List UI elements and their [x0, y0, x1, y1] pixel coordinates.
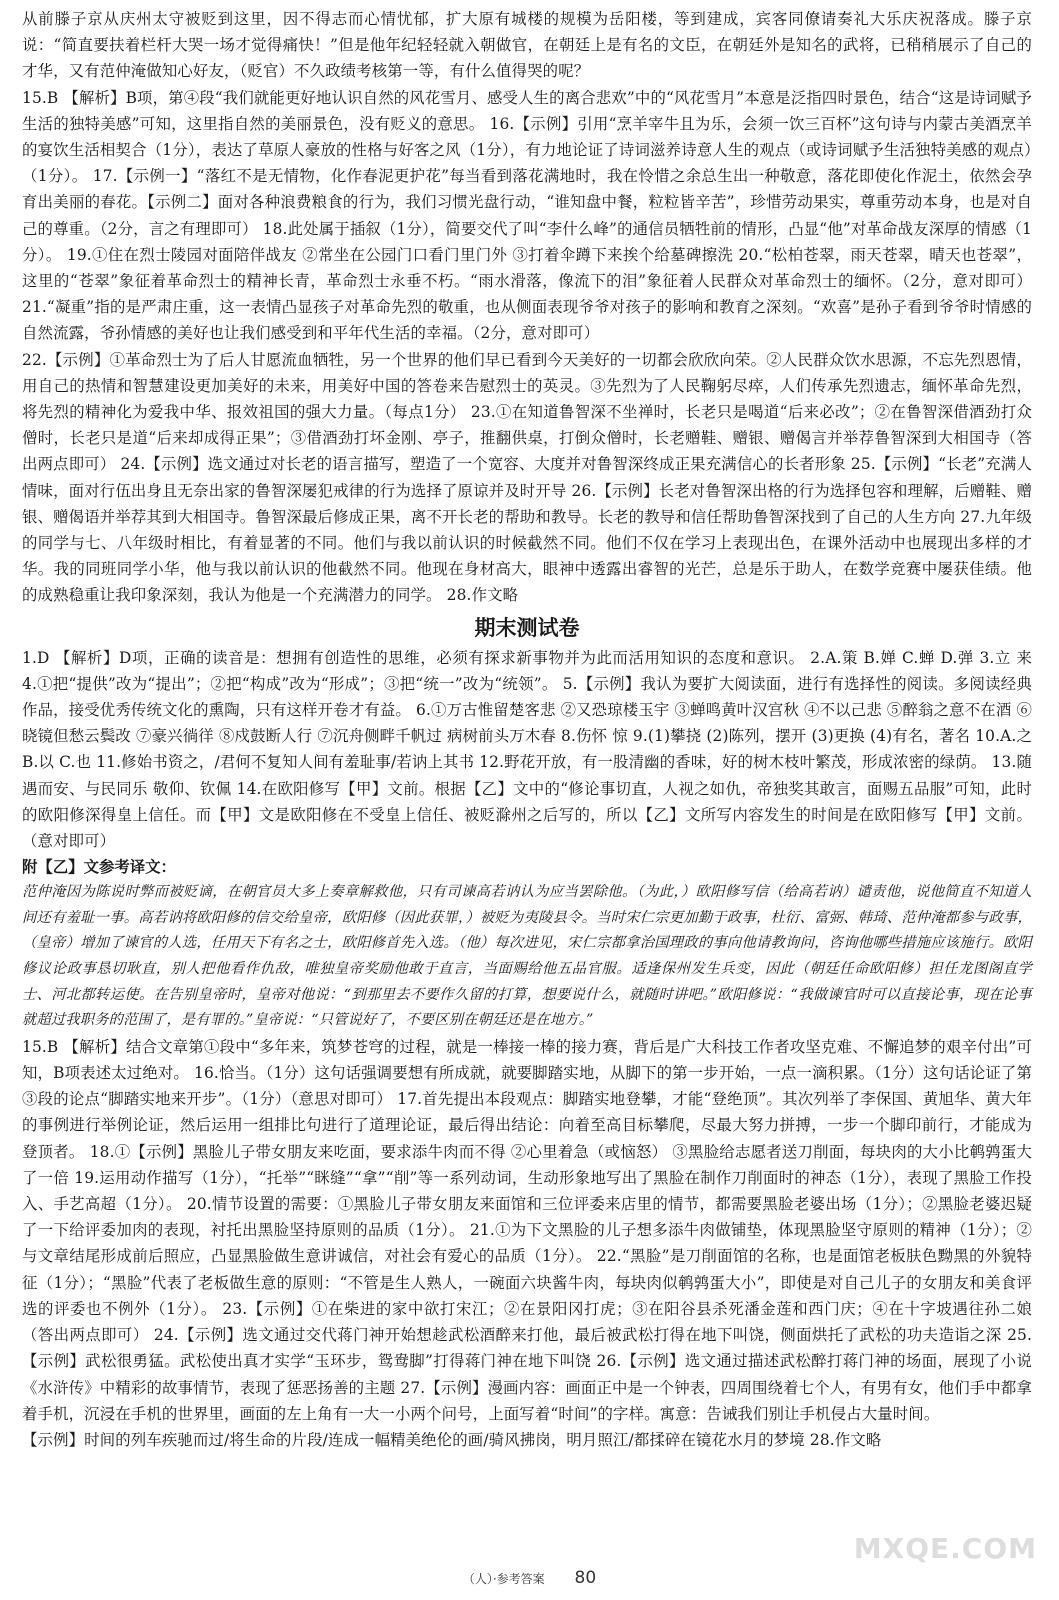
- appendix-title: 附【乙】文参考译文：: [22, 858, 176, 877]
- page-number: 80: [574, 1568, 597, 1588]
- paragraph-answers-15-21: 15.B 【解析】B项，第④段“我们就能更好地认识自然的风花雪月、感受人生的离合悲欢”中的“风花雪月”本意是泛指四时景色，结合“这是诗词赋予生活的独特美感”可知，这里指自然的美丽景色，没有贬义的意思。 16.【示例】引用“烹羊宰牛且为乐，会须一饮三百杯”这句诗与内蒙古美酒烹羊的宴饮生活相契合（1分），表达了草原人豪放的性格与好客之风（1分），有力地论证了诗词滋养诗意人生的观点（或诗词赋予生活独特美感的观点）（1分）。 17.【示例一】“落红不是无情物，化作春泥更护花”每当看到落花满地时，我在怜惜之余总生出一种敬意，落花即使化作泥土，依然会孕育出美丽的春花。【示例二】面对各种浪费粮食的行为，我们习惯光盘行动，“谁知盘中餐，粒粒皆辛苦”，珍惜劳动果实，尊重劳动本身，也是对自己的尊重。（2分，言之有理即可） 18.此处属于插叙（1分），简要交代了叫“李什么峰”的通信员牺牲前的情形，凸显“他”对革命战友深厚的情感（1分）。 19.①住在烈士陵园对面陪伴战友 ②常坐在公园门口看门里门外 ③打着伞蹲下来挨个给墓碑擦洗 20.“松柏苍翠，雨天苍翠，晴天也苍翠”，这里的“苍翠”象征着革命烈士的精神长青，革命烈士永垂不朽。“雨水滑落，像流下的泪”象征着人民群众对革命烈士的缅怀。（2分，意对即可） 21.“凝重”指的是严肃庄重，这一表情凸显孩子对革命先烈的敬重，也从侧面表现爷爷对孩子的影响和教育之深刻。“欢喜”是孙子看到爷爷时情感的自然流露，爷孙情感的美好也让我们感受到和平年代生活的幸福。（2分，意对即可）: [22, 88, 1032, 343]
- watermark-logo: MXQE.COM: [853, 1532, 1037, 1565]
- answer-key-page: [22, 6, 1032, 1453]
- paragraph-translation-end: 从前滕子京从庆州太守被贬到这里，因不得志而心情忧郁，扩大原有城楼的规模为岳阳楼，等到建成，宾客同僚请奏礼大乐庆祝落成。滕子京说：“简直要扶着栏杆大哭一场才觉得痛快！”但是他年纪轻轻就入朝做官，在朝廷上是有名的文臣，在朝廷外是知名的武将，已稍稍展示了自己的才华，又有范仲淹做知心好友，（贬官）不久政绩考核第一等，有什么值得哭的呢？: [22, 10, 1032, 81]
- paragraph-final-answers-1-14: 1.D 【解析】D项，正确的读音是：想拥有创造性的思维，必须有探求新事物并为此而活用知识的态度和意识。 2.A.策 B.婵 C.蝉 D.弹 3.立 来 4.①把“提供”改为“提出”；②把“构成”改为“形成”；③把“统一”改为“统领”。 5.【示例】我认为要扩大阅读面，进行有选择性的阅读。多阅读经典作品，接受优秀传统文化的熏陶，只有这样开卷才有益。 6.①万古惟留楚客悲 ②又恐琼楼玉宇 ③蝉鸣黄叶汉宫秋 ④不以己悲 ⑤醉翁之意不在酒 ⑥晓镜但愁云鬓改 ⑦豪兴徜徉 ⑧戍鼓断人行 ⑦沉舟侧畔千帆过 病树前头万木春 8.伤怀 惊 9.(1)攀挠 (2)陈列，摆开 (3)更换 (4)有名，著名 10.A.之 B.以 C.也 11.修始书资之，/君何不复知人间有羞耻事/若讷上其书 12.野花开放，有一股清幽的香味，好的树木枝叶繁茂，形成浓密的绿荫。 13.随遇而安、与民同乐 敬仰、钦佩 14.在欧阳修写【甲】文前。根据【乙】文中的“修论事切直，人视之如仇，帝独奖其敢言，面赐五品服”可知，此时的欧阳修深得皇上信任。而【甲】文是欧阳修在不受皇上信任、被贬滁州之后写的，所以【乙】文所写内容发生的时间是在欧阳修写【甲】文前。（意对即可）: [22, 648, 1032, 851]
- paragraph-final-answers-15-27: 15.B 【解析】结合文章第①段中“多年来，筑梦苍穹的过程，就是一棒接一棒的接力赛，背后是广大科技工作者攻坚克难、不懈追梦的艰辛付出”可知，B项表述太过绝对。 16.恰当。（1分）这句话强调要想有所成就，就要脚踏实地，从脚下的第一步开始，一点一滴积累。（1分）这句话论证了第③段的论点“脚踏实地来开步”。（1分）（意思对即可） 17.首先提出本段观点：脚踏实地登攀，才能“登绝顶”。其次列举了李保国、黄旭华、黄大年的事例进行举例论证，然后运用一组排比句进行了道理论证，最后得出结论：向着至高目标攀爬，尽最大努力拼搏，一步一个脚印前行，才能成为登顶者。 18.①【示例】黑脸儿子带女朋友来吃面，要求添牛肉而不得 ②心里着急（或恼怒） ③黑脸给志愿者送刀削面，每块肉的大小比鹌鹑蛋大了一倍 19.运用动作描写（1分），“托举”“眯缝”“拿”“削”等一系列动词，生动形象地写出了黑脸在制作刀削面时的神态（1分），表现了黑脸工作投入、手艺高超（1分）。 20.情节设置的需要：①黑脸儿子带女朋友来面馆和三位评委来店里的情节，都需要黑脸老婆出场（1分）；②黑脸老婆迟疑了一下给评委加肉的表现，衬托出黑脸坚持原则的品质（1分）。 21.①为下文黑脸的儿子想多添牛肉做铺垫，体现黑脸坚守原则的精神（1分）；②与文章结尾形成前后照应，凸显黑脸做生意讲诚信，对社会有爱心的品质（1分）。 22.“黑脸”是刀削面馆的名称，也是面馆老板肤色黝黑的外貌特征（1分）；“黑脸”代表了老板做生意的原则：“不管是生人熟人，一碗面六块酱牛肉，每块肉似鹌鹑蛋大小”，即使是对自己儿子的女朋友和美食评选的评委也不例外（1分）。 23.【示例】①在柴进的家中欲打宋江；②在景阳冈打虎；③在阳谷县杀死潘金莲和西门庆；④在十字坡遇往孙二娘（答出两点即可） 24.【示例】选文通过交代蒋门神开始想趁武松酒醉来打他，最后被武松打得在地下叫饶，侧面烘托了武松的功夫造诣之深 25.【示例】武松很勇猛。武松使出真才实学“玉环步，鸳鸯脚”打得蒋门神在地下叫饶 26.【示例】选文通过描述武松醉打蒋门神的场面，展现了小说《水浒传》中精彩的故事情节，表现了惩恶扬善的主题 27.【示例】漫画内容：画面正中是一个钟表，四周围绕着七个人，有男有女，他们手中都拿着手机，沉浸在手机的世界里，画面的左上角有一大一小两个问号，上面写着“时间”的字样。寓意：告诫我们别让手机侵占大量时间。: [22, 1037, 1032, 1423]
- section-title: 期末测试卷: [474, 615, 580, 640]
- page-footer: [0, 1568, 1059, 1588]
- footer-label: （人）·参考答案: [462, 1572, 545, 1586]
- paragraph-poem-example: 【示例】时间的列车疾驰而过/将生命的片段/连成一幅精美绝伦的画/骑风拂岗，明月照江/都揉碎在镜花水月的梦境 28.作文略: [22, 1430, 882, 1449]
- appendix-translation: 范仲淹因为陈说时弊而被贬谪，在朝官员大多上奏章解救他，只有司谏高若讷认为应当罢除他。（为此，）欧阳修写信（给高若讷）谴责他，说他简直不知道人间还有羞耻一事。高若讷将欧阳修的信交给皇帝，欧阳修（因此获罪，）被贬为夷陵县令。当时宋仁宗更加勤于政事，杜衍、富弼、韩琦、范仲淹都参与政事，（皇帝）增加了谏官的人选，任用天下有名之士，欧阳修首先入选。（他）每次进见，宋仁宗都拿治国理政的事向他请教询问，咨询他哪些措施应该施行。欧阳修议论政事恳切耿直，别人把他看作仇敌，唯独皇帝奖励他敢于直言，当面赐给他五品官服。适逢保州发生兵变，因此（朝廷任命欧阳修）担任龙图阁直学士、河北都转运使。在告别皇帝时，皇帝对他说：“到那里去不要作久留的打算，想要说什么，就随时讲吧。”欧阳修说：“我做谏官时可以直接论事，现在论事就超过我职务的范围了，是有罪的。”皇帝说：“只管说好了，不要区别在朝廷还是在地方。”: [22, 884, 1032, 1029]
- paragraph-answers-22-28: 22.【示例】①革命烈士为了后人甘愿流血牺牲，另一个世界的他们早已看到今天美好的一切都会欣欣向荣。②人民群众饮水思源，不忘先烈恩情，用自己的热情和智慧建设更加美好的未来，用美好中国的答卷来告慰烈士的英灵。③先烈为了人民鞠躬尽瘁，人们传承先烈遗志，缅怀革命先烈，将先烈的精神化为爱我中华、报效祖国的强大力量。（每点1分） 23.①在知道鲁智深不坐禅时，长老只是喝道“后来必改”；②在鲁智深借酒劲打众僧时，长老只是道“后来却成得正果”；③借酒劲打坏金刚、亭子，推翻供桌，打倒众僧时，长老赠鞋、赠银、赠偈言并举荐鲁智深到大相国寺（答出两点即可） 24.【示例】选文通过对长老的语言描写，塑造了一个宽容、大度并对鲁智深终成正果充满信心的长者形象 25.【示例】“长老”充满人情味，面对行伍出身且无奈出家的鲁智深屡犯戒律的行为选择了原谅并及时开导 26.【示例】长老对鲁智深出格的行为选择包容和理解，后赠鞋、赠银、赠偈语并举荐其到大相国寺。鲁智深最后修成正果，离不开长老的帮助和教导。长老的教导和信任帮助鲁智深找到了自己的人生方向 27.九年级的同学与七、八年级时相比，有着显著的不同。他们与我以前认识的时候截然不同。他们不仅在学习上表现出色，在课外活动中也展现出多样的才华。我的同班同学小华，他与我以前认识的他截然不同。他现在身材高大，眼神中透露出睿智的光芒，总是乐于助人，在数学竞赛中屡获佳绩。他的成熟稳重让我印象深刻，我认为他是一个充满潜力的同学。 28.作文略: [22, 350, 1032, 605]
